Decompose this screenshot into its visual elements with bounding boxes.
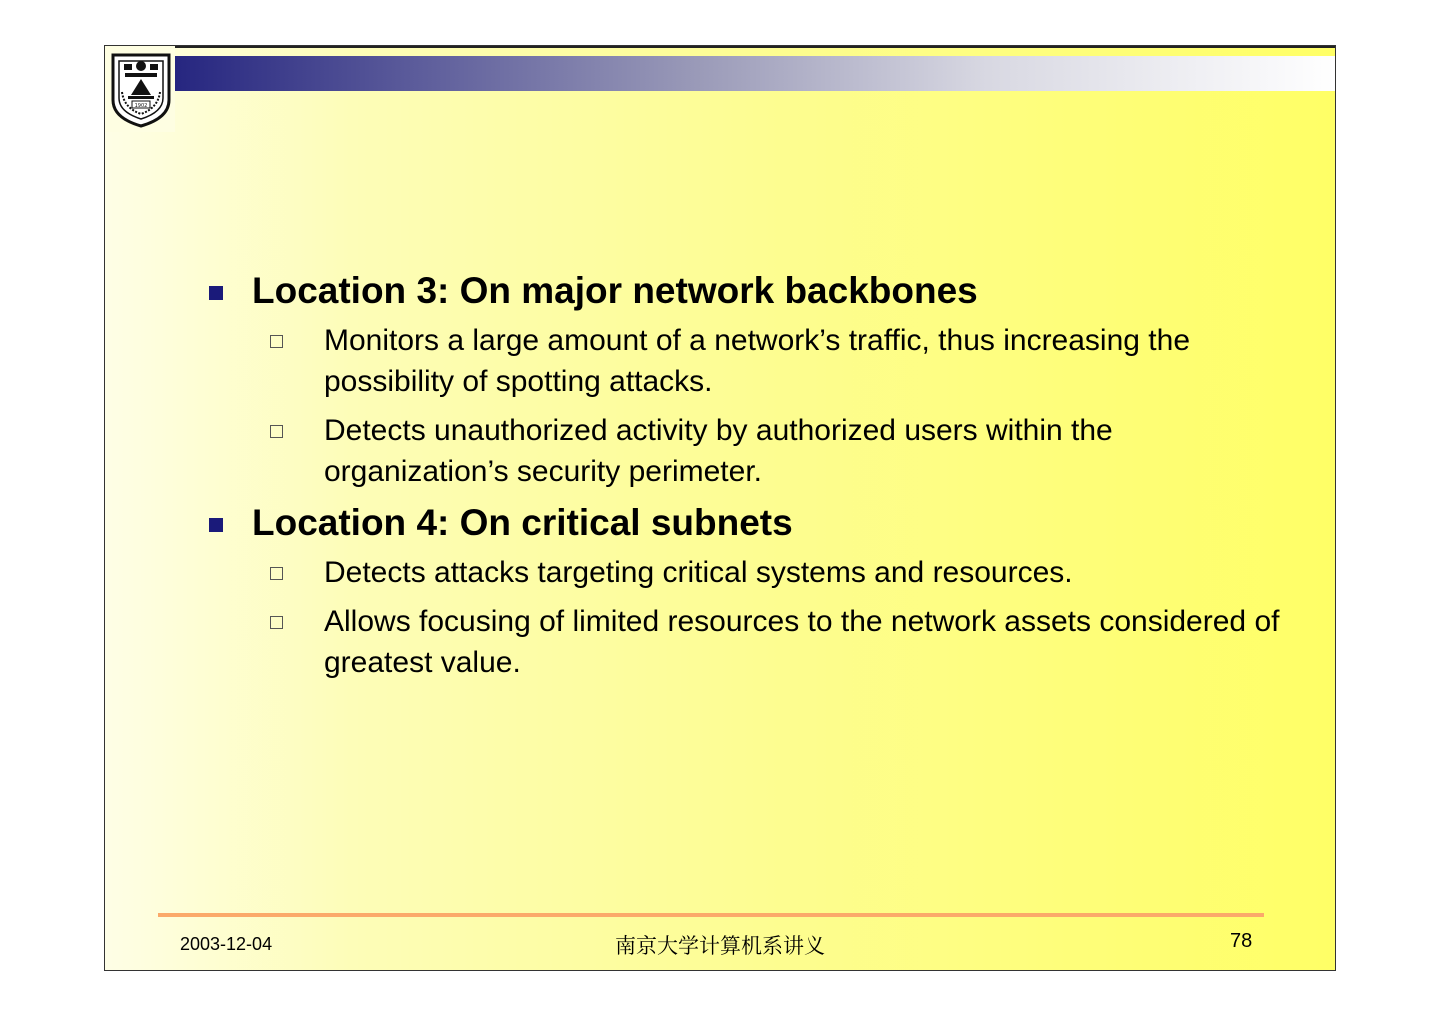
- sub-bullet-text: Detects unauthorized activity by authorized users within the organization’s security perimeter.: [324, 414, 1113, 488]
- sub-bullet-item: [205, 552, 1285, 593]
- sub-bullet-text: Allows focusing of limited resources to the network assets considered of greatest value.: [324, 605, 1280, 679]
- hollow-square-bullet-icon: [270, 616, 283, 629]
- hollow-square-bullet-icon: [270, 567, 283, 580]
- footer-course-title: 南京大学计算机系讲义: [615, 934, 825, 958]
- heading-text: Location 4: On critical subnets: [252, 502, 793, 543]
- page-number: 78: [1230, 930, 1253, 952]
- footer-date: 2003-12-04: [180, 934, 273, 954]
- square-bullet-icon: [209, 286, 223, 300]
- logo-container: [105, 46, 175, 132]
- header-gradient-bar: [175, 56, 1335, 91]
- svg-text:1902: 1902: [134, 103, 148, 109]
- university-seal-icon: [110, 52, 172, 128]
- bullet-heading-location-3: [205, 268, 1285, 314]
- sub-bullet-text: Monitors a large amount of a network’s traffic, thus increasing the possibility of spotting attacks.: [324, 324, 1191, 398]
- slide: [104, 45, 1336, 971]
- sub-bullet-item: [205, 320, 1285, 402]
- sub-bullet-text: Detects attacks targeting critical systems and resources.: [324, 556, 1073, 589]
- top-border-line: [105, 46, 1335, 48]
- heading-text: Location 3: On major network backbones: [252, 270, 978, 311]
- slide-content: [205, 268, 1285, 691]
- square-bullet-icon: [209, 518, 223, 532]
- sub-bullet-item: [205, 410, 1285, 492]
- bullet-heading-location-4: [205, 500, 1285, 546]
- hollow-square-bullet-icon: [270, 425, 283, 438]
- hollow-square-bullet-icon: [270, 335, 283, 348]
- footer-divider: [158, 913, 1264, 917]
- sub-bullet-item: [205, 601, 1285, 683]
